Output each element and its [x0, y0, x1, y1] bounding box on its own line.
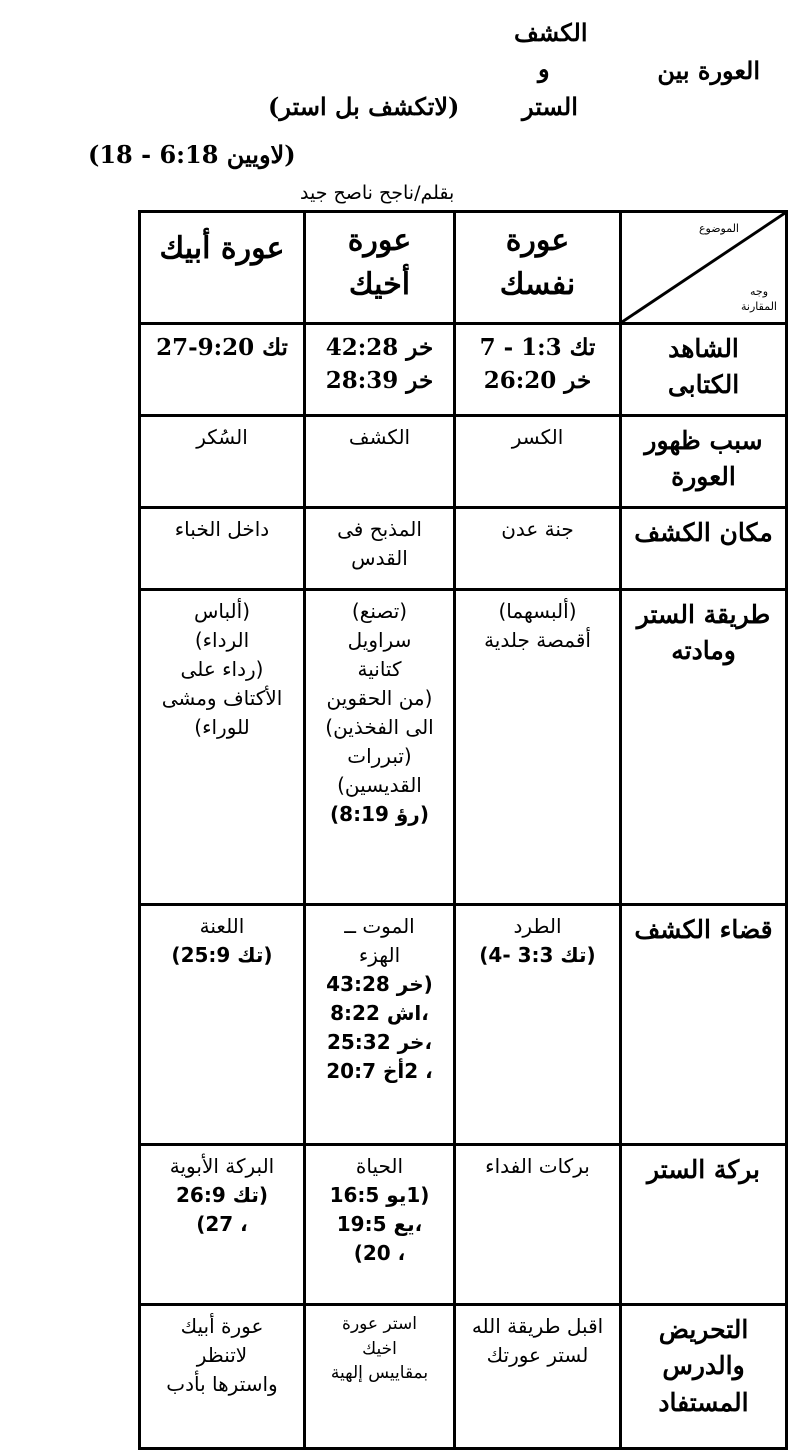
table-row — [140, 416, 787, 508]
cell-brother: الموت ــ الهزء (خر 43:28 ،اش 8:22 ،خر 25:32 ، 2أخ 20:7 — [305, 905, 455, 1145]
cell-self: (ألبسهما) أقمصة جلدية — [455, 590, 621, 905]
table-row — [140, 324, 787, 416]
table-header-row — [140, 212, 787, 324]
cell-father: داخل الخباء — [140, 508, 305, 590]
cell-self: جنة عدن — [455, 508, 621, 590]
row-label: طريقة الستر ومادته — [621, 590, 787, 905]
cell-father: السُكر — [140, 416, 305, 508]
corner-aspect-label: وجه المقارنة — [741, 285, 777, 313]
title-part1: العورة بين — [657, 56, 760, 85]
title-subtitle: (لاتكشف بل استر) — [268, 92, 460, 121]
corner-topic-label: الموضوع — [698, 222, 739, 235]
row-label: قضاء الكشف — [621, 905, 787, 1145]
title-word-kashf: الكشف — [514, 18, 588, 47]
cell-brother: استر عورة اخيك بمقاييس إلهية — [305, 1305, 455, 1449]
col-header-brother: عورة أخيك — [305, 212, 455, 324]
cell-father: عورة أبيك لاتنظر واسترها بأدب — [140, 1305, 305, 1449]
title-word-waw: و — [538, 54, 550, 83]
cell-self: تك 1:3 - 7 خر 26:20 — [455, 324, 621, 416]
cell-father: تك 9:20-27 — [140, 324, 305, 416]
cell-brother: خر 42:28 خر 28:39 — [305, 324, 455, 416]
author-line: بقلم/ناجح ناصح جيد — [300, 182, 455, 204]
cell-brother: الحياة (1يو 16:5 ،يع 19:5 ، 20) — [305, 1145, 455, 1305]
table-row — [140, 1305, 787, 1449]
cell-self: اقبل طريقة الله لستر عورتك — [455, 1305, 621, 1449]
cell-brother: الكشف — [305, 416, 455, 508]
corner-cell — [621, 212, 787, 324]
row-label: الشاهد الكتابى — [621, 324, 787, 416]
comparison-table — [138, 210, 788, 1450]
title-word-satr: الستر — [522, 92, 578, 121]
table-row — [140, 590, 787, 905]
cell-brother: (تصنع) سراويل كتانية (من الحقوين الى الفخذين) (تبررات القديسين) (رؤ 8:19) — [305, 590, 455, 905]
row-label: التحريض والدرس المستفاد — [621, 1305, 787, 1449]
cell-self: الطرد (تك 3:3 -4) — [455, 905, 621, 1145]
row-label: بركة الستر — [621, 1145, 787, 1305]
table-row — [140, 1145, 787, 1305]
table-row — [140, 508, 787, 590]
row-label: مكان الكشف — [621, 508, 787, 590]
title-reference: (لاويين 6:18 - 18) — [88, 140, 296, 169]
col-header-father: عورة أبيك — [140, 212, 305, 324]
cell-self: بركات الفداء — [455, 1145, 621, 1305]
cell-father: اللعنة (تك 25:9) — [140, 905, 305, 1145]
row-label: سبب ظهور العورة — [621, 416, 787, 508]
cell-self: الكسر — [455, 416, 621, 508]
table-row — [140, 905, 787, 1145]
cell-father: (ألباس الرداء) (رداء على الأكتاف ومشى للوراء) — [140, 590, 305, 905]
cell-father: البركة الأبوية (تك 26:9 ، 27) — [140, 1145, 305, 1305]
col-header-self: عورة نفسك — [455, 212, 621, 324]
cell-brother: المذبح فى القدس — [305, 508, 455, 590]
